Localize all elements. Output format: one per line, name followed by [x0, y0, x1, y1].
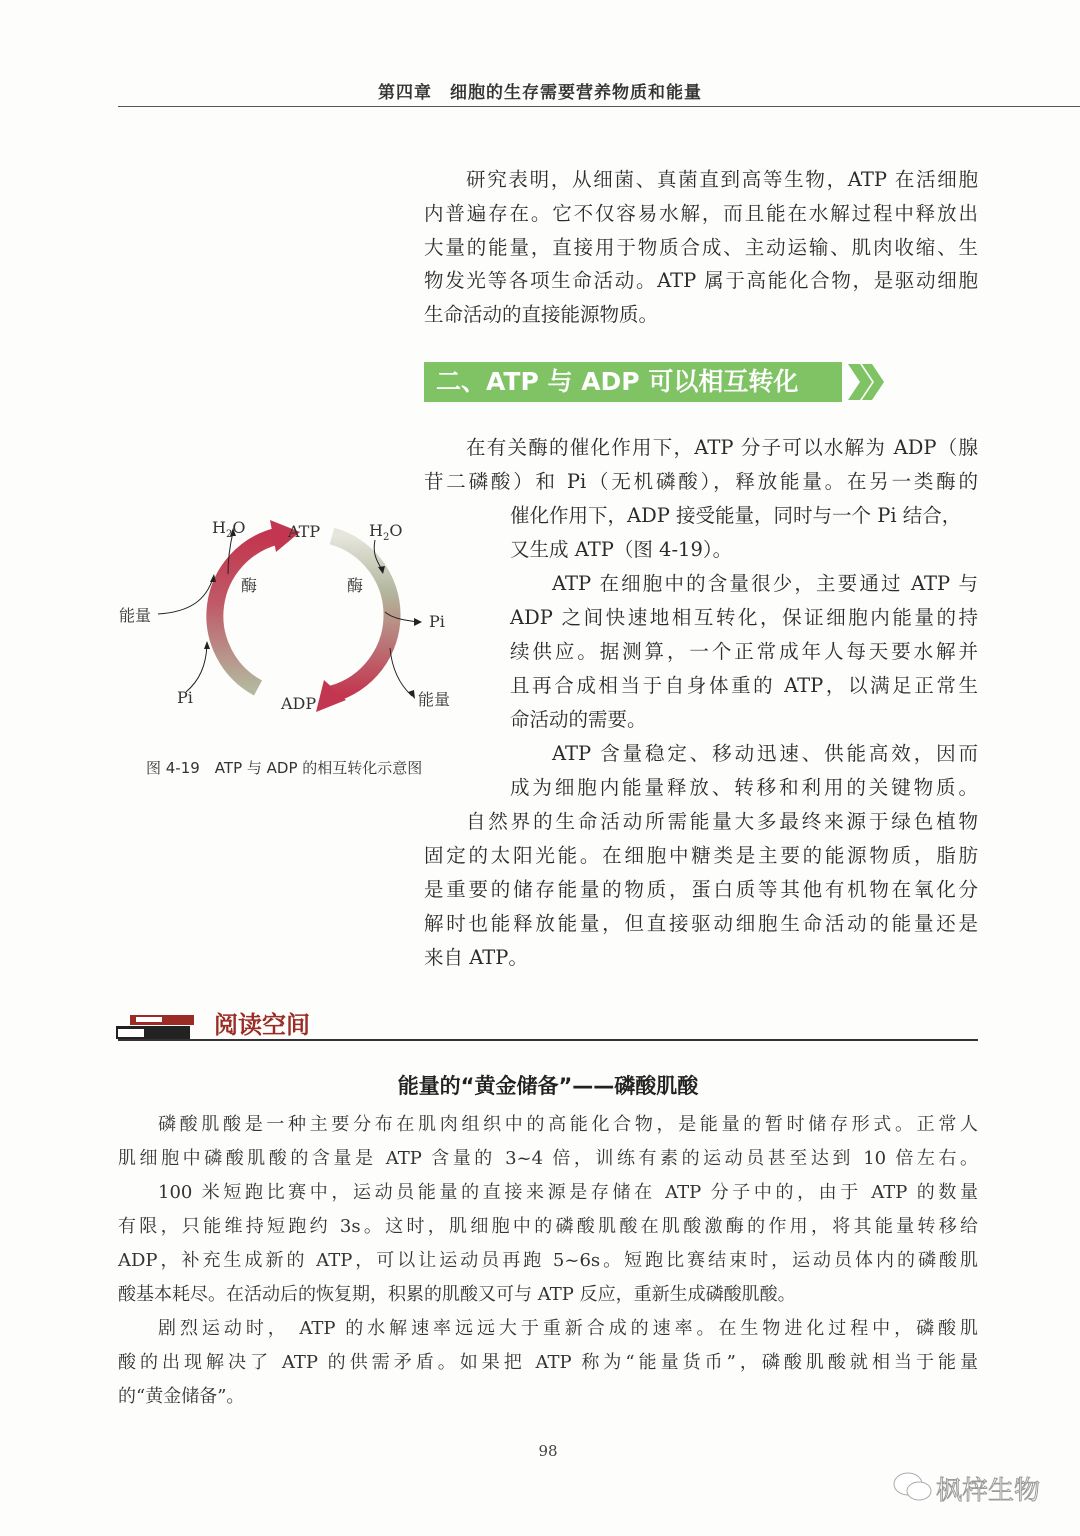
hydrolysis-arc: [332, 536, 392, 694]
text-line: 100 米短跑比赛中，运动员能量的直接来源是存储在 ATP 分子中的，由于 ATP 的数量: [158, 1182, 978, 1203]
header-divider: [118, 106, 1080, 107]
synthesis-arc: [215, 536, 278, 688]
adp-label: ADP: [281, 694, 317, 713]
reading-title: 能量的“黄金储备”——磷酸肌酸: [397, 1074, 699, 1098]
text-line: 有限，只能维持短跑约 3s。这时，肌细胞中的磷酸肌酸在肌酸激酶的作用，将其能量转移给: [118, 1216, 978, 1237]
text-line: 剧烈运动时， ATP 的水解速率远远大于重新合成的速率。在生物进化过程中，磷酸肌: [158, 1318, 978, 1339]
text-line: 物发光等各项生命活动。ATP 属于高能化合物，是驱动细胞: [424, 269, 978, 293]
text-line: 酸的出现解决了 ATP 的供需矛盾。如果把 ATP 称为“能量货币”，磷酸肌酸就相当于能量: [118, 1352, 978, 1373]
text-line: 又生成 ATP（图 4-19）。: [510, 538, 733, 561]
figure-caption: 图 4-19 ATP 与 ADP 的相互转化示意图: [146, 759, 423, 777]
energy-label-left: 能量: [119, 606, 152, 625]
text-line: 且再合成相当于自身体重的 ATP，以满足正常生: [510, 674, 978, 697]
watermark: 枫梓生物: [936, 1476, 1041, 1506]
text-line: 命活动的需要。: [510, 708, 647, 731]
text-line: 催化作用下，ADP 接受能量，同时与一个 Pi 结合，: [510, 504, 962, 527]
page-number: 98: [538, 1442, 558, 1460]
text-line: 固定的太阳光能。在细胞中糖类是主要的能源物质，脂肪: [424, 844, 978, 867]
text-line: 大量的能量，直接用于物质合成、主动运输、肌肉收缩、生: [424, 235, 978, 259]
double-chevron-icon: [846, 362, 886, 402]
text-line: 肌细胞中磷酸肌酸的含量是 ATP 含量的 3~4 倍，训练有素的运动员甚至达到 10 倍左右。: [118, 1148, 978, 1169]
text-line: 生命活动的直接能源物质。: [424, 303, 659, 327]
text-line: 磷酸肌酸是一种主要分布在肌肉组织中的高能化合物，是能量的暂时储存形式。正常人: [158, 1114, 978, 1135]
pi-label-left: Pi: [177, 688, 193, 707]
text-line: 自然界的生命活动所需能量大多最终来源于绿色植物: [466, 810, 978, 833]
h2o-label-right: $H_2O$: [369, 521, 403, 544]
text-line: ADP 之间快速地相互转化，保证细胞内能量的持: [510, 606, 978, 629]
text-line: ATP 在细胞中的含量很少，主要通过 ATP 与: [552, 572, 978, 595]
text-line: 内普遍存在。它不仅容易水解，而且能在水解过程中释放出: [424, 201, 978, 225]
text-line: ATP 含量稳定、移动迅速、供能高效，因而: [552, 742, 978, 765]
text-line: 成为细胞内能量释放、转移和利用的关键物质。: [510, 776, 978, 799]
enzyme-label-left: 酶: [241, 576, 258, 595]
text-line: 酸基本耗尽。在活动后的恢复期，积累的肌酸又可与 ATP 反应，重新生成磷酸肌酸。: [118, 1284, 796, 1305]
text-line: 解时也能释放能量，但直接驱动细胞生命活动的能量还是: [424, 912, 978, 935]
energy-label-right: 能量: [418, 690, 451, 709]
text-line: ADP，补充生成新的 ATP，可以让运动员再跑 5~6s。短跑比赛结束时，运动员体内的磷酸肌: [118, 1250, 978, 1271]
text-line: 苷二磷酸）和 Pi（无机磷酸），释放能量。在另一类酶的: [424, 470, 978, 493]
reading-space-label: 阅读空间: [214, 1011, 310, 1039]
chapter-header: 第四章 细胞的生存需要营养物质和能量: [378, 83, 702, 103]
pi-label-right: Pi: [429, 612, 445, 631]
reading-divider: [118, 1039, 978, 1041]
wechat-icon: [892, 1470, 934, 1504]
h2o-label-left: $H_2O$: [212, 518, 246, 541]
section-heading: 二、ATP 与 ADP 可以相互转化: [436, 367, 799, 396]
enzyme-label-right: 酶: [347, 576, 364, 595]
text-line: 的“黄金储备”。: [118, 1386, 245, 1407]
text-line: 是重要的储存能量的物质，蛋白质等其他有机物在氧化分: [424, 878, 978, 901]
text-line: 在有关酶的催化作用下，ATP 分子可以水解为 ADP（腺: [466, 436, 978, 459]
atp-label: ATP: [288, 522, 321, 541]
text-line: 研究表明，从细菌、真菌直到高等生物，ATP 在活细胞: [466, 168, 978, 191]
book-stack-icon: [116, 1013, 198, 1041]
text-line: 续供应。据测算，一个正常成年人每天要水解并: [510, 640, 978, 663]
text-line: 来自 ATP。: [424, 946, 528, 969]
